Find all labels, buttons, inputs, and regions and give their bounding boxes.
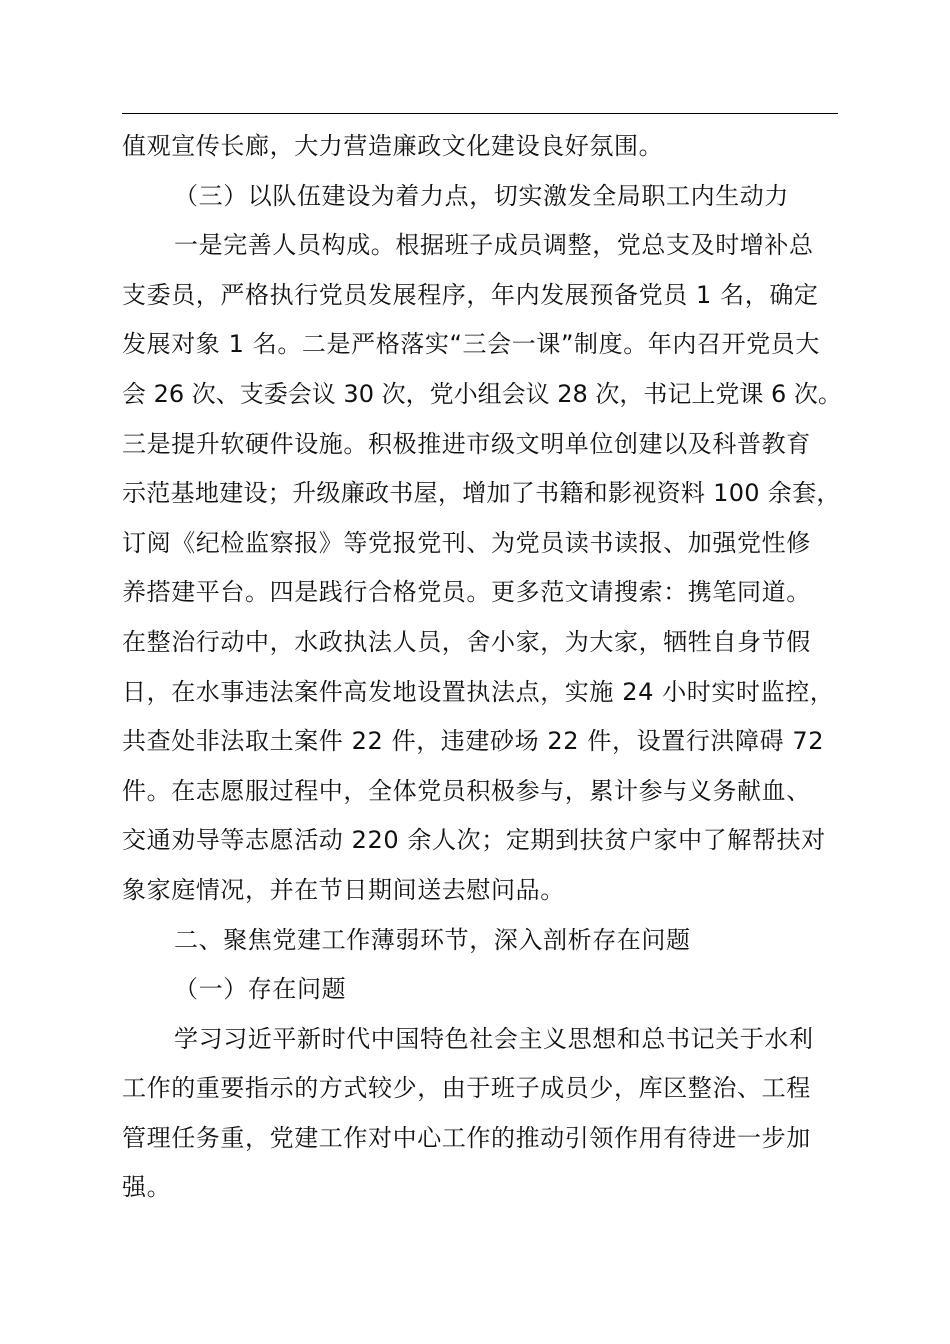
text-line-13: 共查处非法取土案件 22 件，违建砂场 22 件，设置行洪障碍 72 <box>122 727 825 756</box>
text-line-8: 示范基地建设；升级廉政书屋，增加了书籍和影视资料 100 余套， <box>122 479 841 508</box>
subsection-heading-1: （一）存在问题 <box>174 975 347 1004</box>
text-line-9: 订阅《纪检监察报》等党报党刊、为党员读书读报、加强党性修 <box>122 528 811 557</box>
section-heading-3: （三）以队伍建设为着力点，切实激发全局职工内生动力 <box>174 181 789 210</box>
section-heading-2: 二、聚焦党建工作薄弱环节，深入剖析存在问题 <box>174 925 691 954</box>
text-line-10: 养搭建平台。四是践行合格党员。更多范文请搜索：携笔同道。 <box>122 578 811 607</box>
text-line-11: 在整治行动中，水政执法人员，舍小家，为大家，牺牲自身节假 <box>122 627 811 656</box>
text-line-22: 强。 <box>122 1173 172 1202</box>
text-line-14: 件。在志愿服过程中，全体党员积极参与，累计参与义务献血、 <box>122 776 811 805</box>
text-line-4: 支委员，严格执行党员发展程序，年内发展预备党员 1 名，确定 <box>122 280 819 309</box>
text-line-12: 日，在水事违法案件高发地设置执法点，实施 24 小时实时监控， <box>122 677 835 706</box>
document-body <box>122 122 842 1213</box>
text-line-20: 工作的重要指示的方式较少，由于班子成员少，库区整治、工程 <box>122 1074 811 1103</box>
text-line-5: 发展对象 1 名。二是严格落实“三会一课”制度。年内召开党员大 <box>122 330 820 359</box>
text-line-19: 学习习近平新时代中国特色社会主义思想和总书记关于水利 <box>174 1024 814 1053</box>
text-line-6: 会 26 次、支委会议 30 次，党小组会议 28 次，书记上党课 6 次。 <box>122 379 842 408</box>
text-line-21: 管理任务重，党建工作对中心工作的推动引领作用有待进一步加 <box>122 1123 811 1152</box>
text-line-7: 三是提升软硬件设施。积极推进市级文明单位创建以及科普教育 <box>122 429 811 458</box>
text-line-15: 交通劝导等志愿活动 220 余人次；定期到扶贫户家中了解帮扶对 <box>122 826 826 855</box>
text-line-3: 一是完善人员构成。根据班子成员调整，党总支及时增补总 <box>174 231 814 260</box>
header-rule <box>122 113 838 114</box>
text-line-16: 象家庭情况，并在节日期间送去慰问品。 <box>122 875 565 904</box>
text-line-1: 值观宣传长廊，大力营造廉政文化建设良好氛围。 <box>122 132 664 160</box>
